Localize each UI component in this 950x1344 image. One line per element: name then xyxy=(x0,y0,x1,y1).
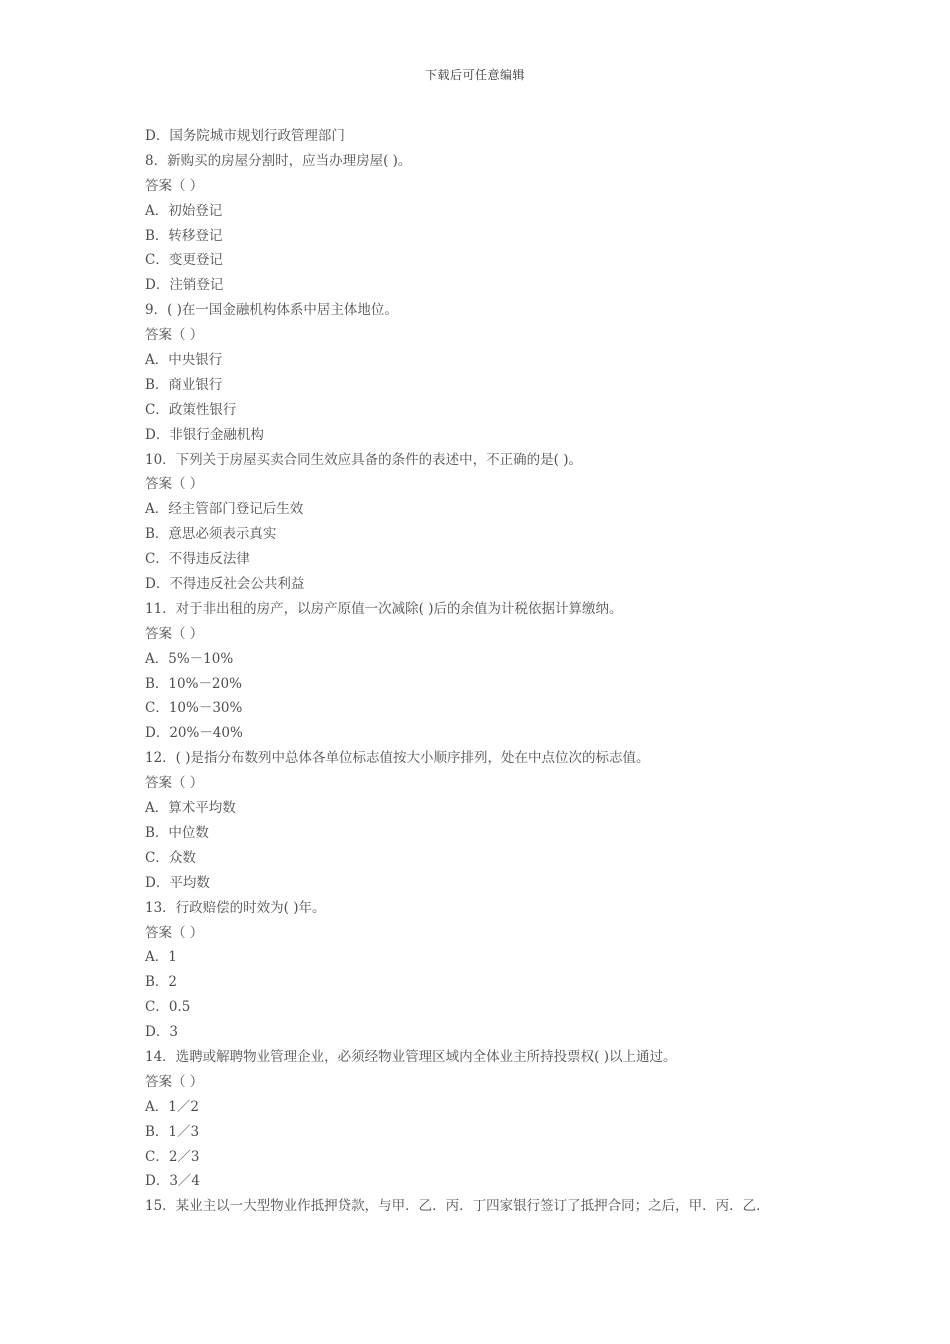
answer-option: D．20%－40% xyxy=(145,725,243,742)
answer-option: D．平均数 xyxy=(145,874,210,891)
answer-option: B．商业银行 xyxy=(145,376,223,393)
answer-option: A．1 xyxy=(145,949,177,966)
answer-option: A．5%－10% xyxy=(145,650,234,667)
answer-option: A．经主管部门登记后生效 xyxy=(145,501,304,518)
page-header: 下载后可任意编辑 xyxy=(424,68,525,82)
question-text: 12．( )是指分布数列中总体各单位标志值按大小顺序排列，处在中点位次的标志值。 xyxy=(145,750,650,767)
answer-blank: 答案（ ） xyxy=(145,625,204,642)
answer-option: D．3 xyxy=(145,1024,178,1041)
answer-option: C．10%－30% xyxy=(145,700,243,717)
answer-option: D．注销登记 xyxy=(145,277,224,294)
answer-option: A．1／2 xyxy=(145,1098,199,1115)
answer-option: A．算术平均数 xyxy=(145,800,236,817)
answer-option: A．初始登记 xyxy=(145,202,223,219)
question-text: 15．某业主以一大型物业作抵押贷款，与甲．乙．丙．丁四家银行签订了抵押合同；之后，甲．丙．乙． xyxy=(145,1198,770,1215)
answer-blank: 答案（ ） xyxy=(145,1073,204,1090)
question-text: 11．对于非出租的房产，以房产原值一次减除( )后的余值为计税依据计算缴纳。 xyxy=(145,600,623,617)
answer-option: B．中位数 xyxy=(145,824,209,841)
answer-option: C．变更登记 xyxy=(145,252,223,269)
document-body xyxy=(145,124,825,1219)
answer-blank: 答案（ ） xyxy=(145,924,204,941)
question-text: 10．下列关于房屋买卖合同生效应具备的条件的表述中，不正确的是( )。 xyxy=(145,451,583,468)
answer-option: C．0.5 xyxy=(145,999,191,1016)
answer-option: C．政策性银行 xyxy=(145,401,237,418)
answer-option: C．2／3 xyxy=(145,1148,200,1165)
question-text: 8．新购买的房屋分割时，应当办理房屋( )。 xyxy=(145,152,412,169)
answer-option: B．10%－20% xyxy=(145,675,242,692)
answer-option: B．转移登记 xyxy=(145,227,223,244)
answer-option: D．3／4 xyxy=(145,1173,201,1190)
question-text: 13．行政赔偿的时效为( )年。 xyxy=(145,899,326,916)
answer-option: D．非银行金融机构 xyxy=(145,426,264,443)
answer-option: B．1／3 xyxy=(145,1123,200,1140)
answer-option: D．不得违反社会公共利益 xyxy=(145,576,305,593)
answer-blank: 答案（ ） xyxy=(145,775,204,792)
answer-option: C．众数 xyxy=(145,849,196,866)
answer-blank: 答案（ ） xyxy=(145,327,204,344)
answer-blank: 答案（ ） xyxy=(145,476,204,493)
answer-option: B．2 xyxy=(145,974,178,991)
answer-option: D．国务院城市规划行政管理部门 xyxy=(145,128,345,144)
answer-option: C．不得违反法律 xyxy=(145,551,250,568)
answer-option: A．中央银行 xyxy=(145,352,223,369)
question-text: 9．( )在一国金融机构体系中居主体地位。 xyxy=(145,302,398,319)
answer-blank: 答案（ ） xyxy=(145,177,204,194)
question-text: 14．选聘或解聘物业管理企业，必须经物业管理区域内全体业主所持投票权( )以上通过。 xyxy=(145,1048,677,1065)
answer-option: B．意思必须表示真实 xyxy=(145,526,277,543)
